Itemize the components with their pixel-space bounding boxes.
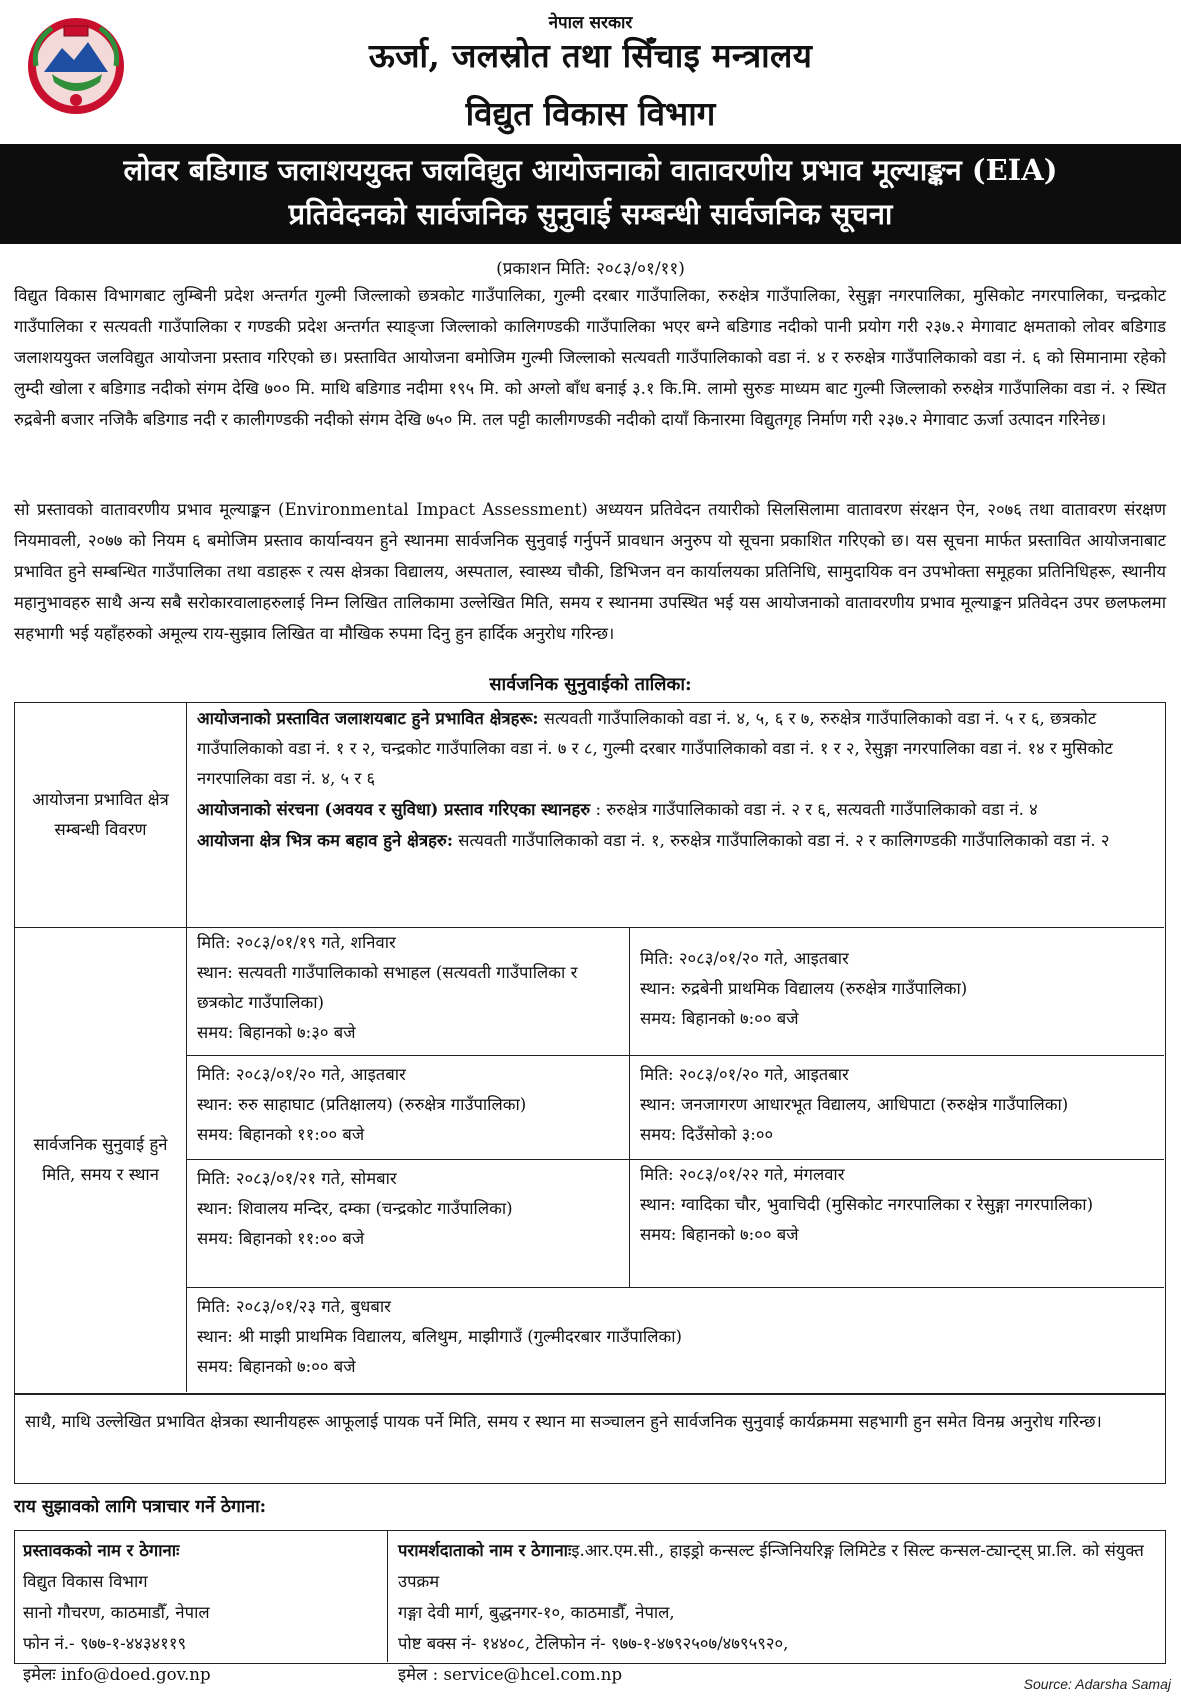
consultant-email: इमेल : service@hcel.com.np	[398, 1665, 623, 1684]
hearing-item	[187, 1056, 630, 1160]
low-flow-areas	[197, 825, 1156, 856]
consultant-pobox: पोष्ट बक्स नं- १४४०८, टेलिफोन नं- ९७७-१-४७९२५०७/४७९५९२०,	[398, 1634, 789, 1653]
affected-area-label-cell	[15, 703, 187, 928]
consultant-heading: परामर्शदाताको नाम र ठेगानाः	[398, 1540, 572, 1560]
proponent-cell	[15, 1531, 388, 1684]
consultant-address: गङ्गा देवी मार्ग, बुद्धनगर-१०, काठमाडौँ, नेपाल,	[398, 1603, 675, 1622]
hearing-label: सार्वजनिक सुनुवाई हुने मिति, समय र स्थान	[33, 1135, 168, 1184]
eia-paragraph: सो प्रस्तावको वातावरणीय प्रभाव मूल्याङ्कन (Environmental Impact Assessment) अध्ययन प्रतिवेदन तयारीको सिलसिलामा वातावरण संरक्षन ऐन, २०७६ तथा वातावरण संरक्षण नियमावली, २०७७ को नियम ६ बमोजिम प्रस्ताव कार्यान्वयन हुने स्थानमा सार्वजनिक सुनुवाई गर्नुपर्ने प्रावधान अनुरुप यो सूचना प्रकाशित गरिएको छ। यस सूचना मार्फत प्रस्तावित आयोजनाबाट प्रभावित हुने सम्बन्धित गाउँपालिका तथा वडाहरू र त्यस क्षेत्रका विद्यालय, अस्पताल, स्वास्थ्य चौकी, डिभिजन वन कार्यालयका प्रतिनिधि, सामुदायिक वन उपभोक्ता समूहका प्रतिनिधिहरू, स्थानीय महानुभावहरु साथै अन्य सबै सरोकारवालाहरुलाई निम्न लिखित तालिकामा उल्लेखित मिति, समय र स्थानमा उपस्थित भई यस आयोजनाको वातावरणीय प्रभाव मूल्याङ्कन प्रतिवेदन उपर छलफलमा सहभागी भई यहाँहरुको अमूल्य राय-सुझाव लिखित वा मौखिक रुपमा दिनु हुन हार्दिक अनुरोध गरिन्छ।	[14, 500, 1167, 643]
proponent-email: इमेलः info@doed.gov.np	[23, 1665, 211, 1684]
proponent-phone: फोन नं.- ९७७-१-४४३४११९	[23, 1634, 187, 1653]
hearing-item	[630, 928, 1164, 1056]
structure-locations-text: : रुरुक्षेत्र गाउँपालिकाको वडा नं. २ र ६, सत्यवती गाउँपालिकाको वडा नं. ४	[590, 800, 1038, 819]
hearing-time: समय: बिहानको ११:०० बजे	[197, 1229, 365, 1248]
low-flow-heading: आयोजना क्षेत्र भित्र कम बहाव हुने क्षेत्रहरु:	[197, 830, 453, 850]
hearing-item	[187, 928, 630, 1056]
structure-locations	[197, 794, 1156, 825]
source-credit: Source: Adarsha Samaj	[1023, 1676, 1171, 1692]
low-flow-text: सत्यवती गाउँपालिकाको वडा नं. १, रुरुक्षेत्र गाउँपालिकाको वडा नं. २ र कालिगण्डकी गाउँपालिकाको वडा नं. २	[452, 831, 1110, 850]
hearing-place: स्थान: शिवालय मन्दिर, दम्का (चन्द्रकोट गाउँपालिका)	[197, 1199, 513, 1218]
hearing-place: स्थान: श्री माझी प्राथमिक विद्यालय, बलिथुम, माझीगाउँ (गुल्मीदरबार गाउँपालिका)	[197, 1327, 682, 1346]
hearing-place: स्थान: जनजागरण आधारभूत विद्यालय, आधिपाटा (रुरुक्षेत्र गाउँपालिका)	[640, 1095, 1069, 1114]
proponent-address: सानो गौचरण, काठमाडौँ, नेपाल	[23, 1603, 210, 1622]
hearing-date: मिति: २०८३/०१/२२ गते, मंगलवार	[640, 1165, 845, 1184]
correspondence-title: राय सुझावको लागि पत्राचार गर्ने ठेगाना:	[14, 1497, 267, 1517]
hearing-item	[187, 1160, 630, 1288]
structure-locations-heading: आयोजनाको संरचना (अवयव र सुविधा) प्रस्ताव गरिएका स्थानहरु	[197, 799, 591, 819]
hearing-time: समय: बिहानको ७:०० बजे	[640, 1009, 799, 1028]
reservoir-affected-heading: आयोजनाको प्रस्तावित जलाशयबाट हुने प्रभावित क्षेत्रहरू:	[197, 708, 539, 728]
hearing-time: समय: बिहानको ७:०० बजे	[640, 1225, 799, 1244]
hearing-time: समय: बिहानको ११:०० बजे	[197, 1125, 365, 1144]
header	[0, 0, 1181, 142]
hearing-place: स्थान: रुद्रबेनी प्राथमिक विद्यालय (रुरुक्षेत्र गाउँपालिका)	[640, 979, 968, 998]
notice-title-banner	[0, 144, 1181, 244]
hearing-date: मिति: २०८३/०१/१९ गते, शनिवार	[197, 933, 396, 952]
hearing-item	[630, 1056, 1164, 1160]
notice-title-line1: लोवर बडिगाड जलाशययुक्त जलविद्युत आयोजनाको वातावरणीय प्रभाव मूल्याङ्कन (EIA)	[123, 153, 1058, 187]
hearing-item	[630, 1160, 1164, 1288]
schedule-table	[14, 702, 1166, 1394]
hearing-date: मिति: २०८३/०१/२३ गते, बुधबार	[197, 1297, 391, 1316]
hearing-place: स्थान: रुरु साहाघाट (प्रतिक्षालय) (रुरुक्षेत्र गाउँपालिका)	[197, 1095, 527, 1114]
proponent-name: विद्युत विकास विभाग	[23, 1572, 148, 1591]
reservoir-affected-text: सत्यवती गाउँपालिकाको वडा नं. ४, ५, ६ र ७, रुरुक्षेत्र गाउँपालिकाको वडा नं. ५ र ६, छत्रकोट गाउँपालिकाको वडा नं. १ र २, चन्द्रकोट गाउँपालिका वडा नं. ७ र ८, गुल्मी दरबार गाउँपालिकाको वडा नं. १ र २, रेसुङ्गा नगरपालिका वडा नं. १४ र मुसिकोट नगरपालिका वडा नं. ४, ५ र ६	[197, 709, 1113, 788]
hearing-date: मिति: २०८३/०१/२० गते, आइतबार	[197, 1065, 406, 1084]
intro-paragraph: विद्युत विकास विभागबाट लुम्बिनी प्रदेश अन्तर्गत गुल्मी जिल्लाको छत्रकोट गाउँपालिका, गुल्मी दरबार गाउँपालिका, रुरुक्षेत्र गाउँपालिका, रेसुङ्गा नगरपालिका, मुसिकोट नगरपालिका, चन्द्रकोट गाउँपालिका र सत्यवती गाउँपालिका र गण्डकी प्रदेश अन्तर्गत स्याङ्जा जिल्लाको कालिगण्डकी गाउँपालिका भएर बग्ने बडिगाड नदीको पानी प्रयोग गरी २३७.२ मेगावाट क्षमताको लोवर बडिगाड जलाशययुक्त जलविद्युत आयोजना प्रस्ताव गरिएको छ। प्रस्तावित आयोजना बमोजिम गुल्मी जिल्लाको सत्यवती गाउँपालिकाको वडा नं. ४ र रुरुक्षेत्र गाउँपालिकाको वडा नं. ६ को सिमानामा रहेको लुम्दी खोला र बडिगाड नदीको संगम देखि ७०० मि. माथि बडिगाड नदीमा १९५ मि. को अग्लो बाँध बनाई ३.१ कि.मि. लामो सुरुङ माध्यम बाट गुल्मी जिल्लाको रुरुक्षेत्र गाउँपालिका वडा नं. २ स्थित रुद्रबेनी बजार नजिकै बडिगाड नदी र कालीगण्डकी नदीको संगम देखि ७५० मि. तल पट्टी कालीगण्डकी नदीको दायाँ किनारमा विद्युतगृह निर्माण गरी २३७.२ मेगावाट ऊर्जा उत्पादन गरिनेछ।	[14, 286, 1166, 429]
contact-table	[14, 1530, 1166, 1684]
affected-area-label: आयोजना प्रभावित क्षेत्र सम्बन्धी विवरण	[32, 790, 169, 839]
reservoir-affected-areas	[197, 703, 1156, 794]
hearing-date: मिति: २०८३/०१/२० गते, आइतबार	[640, 1065, 849, 1084]
schedule-title: सार्वजनिक सुनुवाईको तालिका:	[489, 674, 692, 695]
hearing-item	[187, 1288, 1164, 1392]
participation-note: साथै, माथि उल्लेखित प्रभावित क्षेत्रका स्थानीयहरू आफूलाई पायक पर्ने मिति, समय र स्थान मा सञ्चालन हुने सार्वजनिक सुनुवाई कार्यक्रममा सहभागी हुन समेत विनम्र अनुरोध गरिन्छ।	[14, 1394, 1166, 1484]
hearing-time: समय: दिउँसोको ३:००	[640, 1125, 774, 1144]
government-name: नेपाल सरकार	[548, 13, 633, 33]
hearing-time: समय: बिहानको ७:३० बजे	[197, 1023, 356, 1042]
department-name: विद्युत विकास विभाग	[465, 94, 716, 133]
hearing-place: स्थान: सत्यवती गाउँपालिकाको सभाहल (सत्यवती गाउँपालिका र छत्रकोट गाउँपालिका)	[197, 963, 578, 1012]
hearing-date: मिति: २०८३/०१/२० गते, आइतबार	[640, 949, 849, 968]
hearing-date: मिति: २०८३/०१/२१ गते, सोमबार	[197, 1169, 397, 1188]
publication-date: (प्रकाशन मिति: २०८३/०१/११)	[496, 259, 685, 279]
hearing-time: समय: बिहानको ७:०० बजे	[197, 1357, 356, 1376]
proponent-heading: प्रस्तावकको नाम र ठेगानाः	[23, 1540, 180, 1560]
consultant-name: इ.आर.एम.सी., हाइड्रो कन्सल्ट ईन्जिनियरिङ्ग लिमिटेड र सिल्ट कन्सल-ट्यान्ट्स् प्रा.लि. को संयुक्त उपक्रम	[398, 1541, 1144, 1591]
hearing-label-cell	[15, 928, 187, 1392]
affected-area-details-cell	[187, 703, 1164, 928]
consultant-cell	[388, 1531, 1164, 1684]
hearing-place: स्थान: ग्वादिका चौर, भुवाचिदी (मुसिकोट नगरपालिका र रेसुङ्गा नगरपालिका)	[640, 1195, 1094, 1214]
notice-title-line2: प्रतिवेदनको सार्वजनिक सुनुवाई सम्बन्धी सार्वजनिक सूचना	[288, 197, 893, 231]
ministry-name: ऊर्जा, जलस्रोत तथा सिँचाइ मन्त्रालय	[368, 36, 813, 75]
